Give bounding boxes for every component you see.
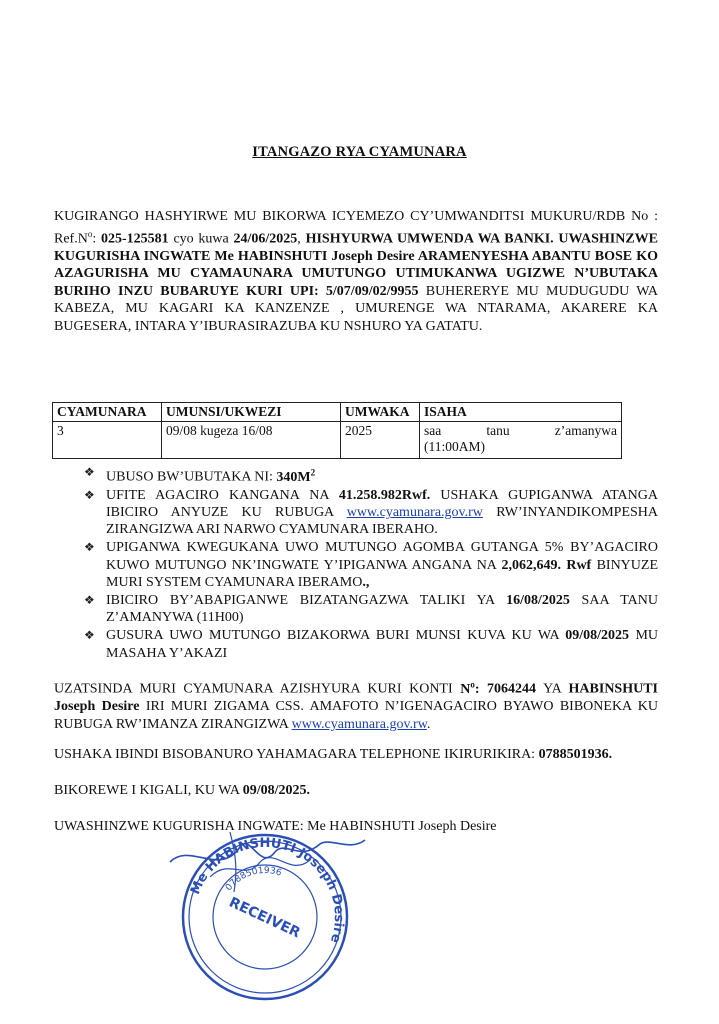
intro-bold-statement: HISHYURWA UMWENDA WA BANKI. UWASHINZWE KUGURISHA INGWATE Me HABINSHUTI Joseph Desire ARAMENYESHA ABANTU BOSE KO AZAGURISHA MU CYAMAUNARA UMUTUNGO UTIMUKANWA UGIZWE N’UBUTAKA BURIHO INZU BUBARUYE KURI UPI: 5/07/09/02/9955 (54, 231, 659, 299)
reference-number: 025-125581 (101, 231, 169, 247)
account-number: 7064244 (487, 681, 537, 697)
deposit-text-end: BINYUZE MURI SYSTEM CYAMUNARA IBERAMO (106, 557, 659, 590)
details-list (84, 464, 658, 663)
list-item (84, 592, 658, 626)
diamond-bullet-icon: ❖ (84, 540, 95, 555)
diamond-bullet-icon: ❖ (84, 628, 95, 643)
stamp-center-text: RECEIVER (226, 894, 303, 942)
hour-word-2: tanu (486, 423, 510, 438)
land-area-label: UBUSO BW’UBUTAKA NI: (106, 469, 277, 485)
table-header-row (53, 403, 622, 422)
deposit-punctuation: ., (362, 574, 370, 590)
cell-number: 3 (53, 422, 162, 459)
diamond-bullet-icon: ❖ (84, 487, 95, 502)
contact-phone: 0788501936. (538, 747, 613, 762)
payment-text: UZATSINDA MURI CYAMUNARA AZISHYURA KURI KONTI (54, 681, 461, 697)
results-date: 16/08/2025 (506, 593, 570, 609)
account-colon: : (474, 681, 488, 697)
results-text: IBICIRO BY’ABAPIGANWE BIZATANGAZWA TALIKI YA (106, 593, 507, 609)
header-isaha: ISAHA (420, 403, 622, 422)
list-item (84, 539, 658, 591)
intro-text-2: cyo kuwa (168, 231, 234, 247)
list-item (84, 487, 658, 539)
diamond-bullet-icon: ❖ (84, 593, 95, 608)
issue-date-line (54, 782, 658, 800)
stamp-outer-text: Me HABINSHUTI Joseph Desire (188, 835, 347, 945)
land-area-value (276, 467, 316, 485)
intro-location-text: BUHERERYE MU MUDUGUDU WA KABEZA, MU KAGARI KA KANZENZE , UMURENGE WA NTARAMA, AKARERE KA BUGESERA, INTARA Y’IBURASIRAZUBA KU NSHURO YA GATATU. (54, 283, 658, 334)
visit-text: GUSURA UWO MUTUNGO BIZAKORWA BURI MUNSI KUVA KU WA (106, 628, 566, 644)
contact-paragraph (54, 746, 658, 764)
intro-paragraph (54, 208, 658, 335)
receiver-stamp-icon (150, 822, 380, 1012)
header-umunsi: UMUNSI/UKWEZI (162, 403, 341, 422)
contact-text: USHAKA IBINDI BISOBANURO YAHAMAGARA TELEPHONE IKIRURIKIRA: (54, 747, 539, 762)
diamond-bullet-icon: ❖ (84, 465, 95, 479)
auction-schedule-table (52, 402, 622, 459)
results-time: SAA TANU Z’AMANYWA (11H00) (106, 593, 659, 626)
intro-text-1b: : (92, 231, 101, 247)
deposit-amount: 2,062,649. Rwf (501, 557, 592, 573)
account-holder: HABINSHUTI Joseph Desire (54, 681, 658, 715)
hour-word-3: z’amanywa (554, 423, 617, 438)
intro-text-1: KUGIRANGO HASHYIRWE MU BIKORWA ICYEMEZO CY’UMWANDITSI MUKURU/RDB No : Ref.N (54, 209, 658, 247)
cell-hour (420, 422, 622, 459)
intro-text-3: , (297, 231, 306, 247)
land-area-sup: 2 (310, 467, 316, 477)
bid-instructions: USHAKA GUPIGANWA ATANGA IBICIRO ANYUZE KU RUBUGA (106, 487, 658, 521)
cell-year: 2025 (341, 422, 420, 459)
payment-text-2: YA (536, 681, 569, 697)
issue-place-text: BIKOREWE I KIGALI, KU WA (54, 783, 243, 798)
header-umwaka: UMWAKA (341, 403, 420, 422)
receiver-line: UWASHINZWE KUGURISHA INGWATE: Me HABINSHUTI Joseph Desire (54, 819, 497, 834)
signature-and-stamp (150, 822, 380, 1012)
stamp-inner-text: 0788501936 (223, 865, 283, 894)
account-number-label (460, 679, 488, 697)
bid-instructions-end: RW’INYANDIKOMPESHA ZIRANGIZWA ARI NARWO CYAMUNARA IBERAHO. (106, 505, 658, 538)
list-item (84, 464, 658, 486)
visit-hours: MU MASAHA Y’AKAZI (106, 628, 659, 661)
list-item (84, 627, 658, 661)
issue-date: 09/08/2025. (242, 783, 310, 798)
table-row (53, 422, 622, 459)
payment-paragraph (54, 676, 658, 733)
cyamunara-link[interactable]: www.cyamunara.gov.rw (346, 505, 483, 521)
imanza-link[interactable]: www.cyamunara.gov.rw (291, 716, 427, 732)
decision-date: 24/06/2025 (233, 231, 298, 247)
hour-line-2: (11:00AM) (424, 439, 485, 454)
value-label: UFITE AGACIRO KANGANA NA (106, 487, 339, 503)
land-area-number: 340M (276, 469, 311, 485)
ref-superscript: o (87, 228, 93, 239)
account-n-sup: o (470, 679, 475, 689)
payment-text-3: IRI MURI ZIGAMA CSS. AMAFOTO N’IGENAGACIRO BYAWO BIBONEKA KU RUBUGA RW’IMANZA ZIRANGIZWA (54, 699, 658, 732)
payment-text-end: . (426, 716, 431, 732)
header-cyamunara: CYAMUNARA (53, 403, 162, 422)
deposit-text: UPIGANWA KWEGUKANA UWO MUTUNGO AGOMBA GUTANGA 5% BY’AGACIRO KUWO MUTUNGO NK’INGWATE Y’IPIGANWA ANGANA NA (106, 540, 658, 573)
property-value: 41.258.982Rwf. (338, 487, 431, 503)
page-title: ITANGAZO RYA CYAMUNARA (252, 144, 467, 160)
account-n: N (460, 681, 471, 697)
hour-word-1: saa (424, 423, 442, 438)
visit-date: 09/08/2025 (565, 628, 630, 644)
cell-days: 09/08 kugeza 16/08 (162, 422, 341, 459)
